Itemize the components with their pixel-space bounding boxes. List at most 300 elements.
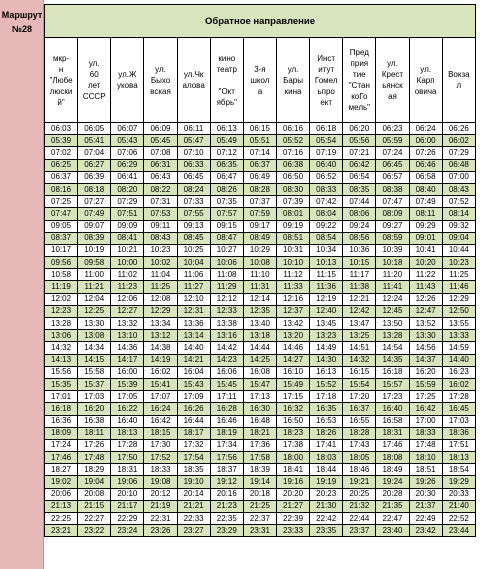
departure-time: 17:23 (376, 391, 409, 403)
trip-row (45, 171, 476, 183)
departure-time: 06:02 (442, 135, 475, 147)
departure-time: 18:08 (376, 452, 409, 464)
departure-time: 15:57 (376, 378, 409, 390)
departure-time: 14:15 (78, 354, 111, 366)
departure-time: 17:28 (442, 391, 475, 403)
departure-time: 20:16 (210, 488, 243, 500)
departure-time: 13:47 (343, 318, 376, 330)
departure-time: 10:06 (210, 257, 243, 269)
departure-time: 07:27 (78, 196, 111, 208)
departure-time: 14:36 (111, 342, 144, 354)
departure-time: 22:42 (310, 513, 343, 525)
departure-time: 16:53 (310, 415, 343, 427)
trip-row (45, 513, 476, 525)
departure-time: 07:37 (243, 196, 276, 208)
departure-time: 23:40 (376, 525, 409, 537)
departure-time: 22:27 (78, 513, 111, 525)
departure-time: 18:10 (409, 452, 442, 464)
departure-time: 13:10 (111, 330, 144, 342)
departure-time: 21:25 (243, 500, 276, 512)
departure-time: 14:40 (177, 342, 210, 354)
departure-time: 11:21 (78, 281, 111, 293)
departure-time: 14:19 (144, 354, 177, 366)
departure-time: 14:35 (376, 354, 409, 366)
trip-row (45, 415, 476, 427)
departure-time: 08:01 (276, 208, 309, 220)
departure-time: 18:51 (409, 464, 442, 476)
departure-time: 05:56 (343, 135, 376, 147)
departure-time: 12:21 (343, 293, 376, 305)
departure-time: 06:37 (45, 171, 78, 183)
stop-header: ул. Быхо вская (144, 38, 177, 123)
departure-time: 17:00 (409, 415, 442, 427)
departure-time: 07:35 (210, 196, 243, 208)
departure-time: 06:48 (442, 159, 475, 171)
departure-time: 21:40 (442, 500, 475, 512)
departure-time: 19:16 (276, 476, 309, 488)
departure-time: 13:23 (310, 330, 343, 342)
route-label: Маршрут №28 (1, 10, 43, 34)
departure-time: 07:55 (177, 208, 210, 220)
departure-time: 22:39 (276, 513, 309, 525)
departure-time: 07:06 (111, 147, 144, 159)
stop-header: ул. Крест ьянск ая (376, 38, 409, 123)
departure-time: 12:06 (111, 293, 144, 305)
departure-time: 16:37 (343, 403, 376, 415)
departure-time: 07:29 (111, 196, 144, 208)
departure-time: 14:21 (177, 354, 210, 366)
stop-header: мкр- н "Любе люски й" (45, 38, 78, 123)
departure-time: 20:28 (376, 488, 409, 500)
departure-time: 18:09 (45, 427, 78, 439)
departure-time: 08:59 (376, 232, 409, 244)
departure-time: 07:24 (376, 147, 409, 159)
departure-time: 16:18 (45, 403, 78, 415)
departure-time: 23:35 (310, 525, 343, 537)
departure-time: 18:36 (442, 427, 475, 439)
trip-row (45, 342, 476, 354)
departure-time: 12:29 (442, 293, 475, 305)
departure-time: 19:08 (144, 476, 177, 488)
departure-time: 18:28 (343, 427, 376, 439)
departure-time: 06:37 (243, 159, 276, 171)
trip-row (45, 452, 476, 464)
departure-time: 14:17 (111, 354, 144, 366)
departure-time: 16:00 (111, 366, 144, 378)
departure-time: 19:06 (111, 476, 144, 488)
departure-time: 07:49 (409, 196, 442, 208)
departure-time: 06:09 (144, 123, 177, 135)
departure-time: 07:08 (144, 147, 177, 159)
departure-time: 20:25 (343, 488, 376, 500)
departure-time: 17:46 (376, 439, 409, 451)
departure-time: 22:25 (45, 513, 78, 525)
departure-time: 07:47 (45, 208, 78, 220)
departure-time: 19:19 (310, 476, 343, 488)
trip-row (45, 318, 476, 330)
stop-header: Вокза л (442, 38, 475, 123)
departure-time: 10:23 (144, 244, 177, 256)
departure-time: 15:43 (177, 378, 210, 390)
trip-row (45, 244, 476, 256)
departure-time: 17:43 (343, 439, 376, 451)
departure-time: 06:33 (177, 159, 210, 171)
trip-row (45, 464, 476, 476)
departure-time: 08:56 (343, 232, 376, 244)
departure-time: 16:20 (78, 403, 111, 415)
departure-time: 18:13 (111, 427, 144, 439)
departure-time: 19:04 (78, 476, 111, 488)
departure-time: 19:26 (409, 476, 442, 488)
departure-time: 13:40 (243, 318, 276, 330)
departure-time: 17:52 (144, 452, 177, 464)
departure-time: 17:58 (243, 452, 276, 464)
departure-time: 18:26 (310, 427, 343, 439)
trip-row (45, 123, 476, 135)
departure-time: 21:32 (343, 500, 376, 512)
departure-time: 07:33 (177, 196, 210, 208)
departure-time: 06:29 (111, 159, 144, 171)
departure-time: 13:42 (276, 318, 309, 330)
departure-time: 08:33 (310, 183, 343, 195)
trip-row (45, 476, 476, 488)
departure-time: 12:40 (310, 305, 343, 317)
departure-time: 11:25 (144, 281, 177, 293)
departure-time: 05:43 (111, 135, 144, 147)
departure-time: 23:31 (243, 525, 276, 537)
departure-time: 12:19 (310, 293, 343, 305)
departure-time: 09:09 (111, 220, 144, 232)
departure-time: 07:16 (276, 147, 309, 159)
departure-time: 06:47 (210, 171, 243, 183)
departure-time: 07:00 (442, 171, 475, 183)
departure-time: 06:41 (111, 171, 144, 183)
departure-time: 23:37 (343, 525, 376, 537)
departure-time: 16:50 (276, 415, 309, 427)
departure-time: 12:02 (45, 293, 78, 305)
departure-time: 07:52 (442, 196, 475, 208)
departure-time: 11:23 (111, 281, 144, 293)
departure-time: 20:33 (442, 488, 475, 500)
departure-time: 16:23 (442, 366, 475, 378)
departure-time: 23:42 (409, 525, 442, 537)
departure-time: 09:32 (442, 220, 475, 232)
departure-time: 17:03 (442, 415, 475, 427)
departure-time: 15:58 (78, 366, 111, 378)
departure-time: 21:17 (111, 500, 144, 512)
departure-time: 18:49 (376, 464, 409, 476)
departure-time: 17:54 (177, 452, 210, 464)
departure-time: 18:37 (210, 464, 243, 476)
trip-row (45, 500, 476, 512)
trip-row (45, 232, 476, 244)
departure-time: 12:26 (409, 293, 442, 305)
departure-time: 16:35 (310, 403, 343, 415)
departure-time: 20:18 (243, 488, 276, 500)
departure-time: 17:18 (310, 391, 343, 403)
departure-time: 08:20 (111, 183, 144, 195)
direction-title: Обратное направление (45, 5, 476, 38)
departure-time: 17:48 (409, 439, 442, 451)
departure-time: 05:52 (276, 135, 309, 147)
departure-time: 06:45 (177, 171, 210, 183)
departure-time: 07:39 (276, 196, 309, 208)
departure-time: 06:20 (343, 123, 376, 135)
departure-time: 08:54 (310, 232, 343, 244)
departure-time: 18:29 (78, 464, 111, 476)
departure-time: 18:33 (409, 427, 442, 439)
departure-time: 09:24 (343, 220, 376, 232)
departure-time: 16:20 (409, 366, 442, 378)
departure-time: 18:41 (276, 464, 309, 476)
departure-time: 23:26 (144, 525, 177, 537)
trip-row (45, 354, 476, 366)
departure-time: 16:26 (177, 403, 210, 415)
departure-time: 17:36 (243, 439, 276, 451)
departure-time: 08:40 (409, 183, 442, 195)
departure-time: 09:04 (442, 232, 475, 244)
departure-time: 06:26 (442, 123, 475, 135)
departure-time: 16:18 (376, 366, 409, 378)
departure-time: 07:26 (409, 147, 442, 159)
departure-time: 08:18 (78, 183, 111, 195)
departure-time: 10:13 (310, 257, 343, 269)
departure-time: 08:14 (442, 208, 475, 220)
departure-time: 21:23 (210, 500, 243, 512)
departure-time: 16:58 (376, 415, 409, 427)
departure-time: 13:28 (45, 318, 78, 330)
departure-time: 18:17 (177, 427, 210, 439)
departure-time: 21:21 (177, 500, 210, 512)
trip-row (45, 378, 476, 390)
departure-time: 08:11 (409, 208, 442, 220)
departure-time: 22:49 (409, 513, 442, 525)
departure-time: 13:36 (177, 318, 210, 330)
departure-time: 21:15 (78, 500, 111, 512)
trip-row (45, 427, 476, 439)
departure-time: 11:27 (177, 281, 210, 293)
departure-time: 19:12 (210, 476, 243, 488)
departure-time: 20:30 (409, 488, 442, 500)
departure-time: 08:04 (310, 208, 343, 220)
departure-time: 17:38 (276, 439, 309, 451)
departure-time: 12:31 (177, 305, 210, 317)
trip-row (45, 147, 476, 159)
trip-row (45, 208, 476, 220)
departure-time: 17:41 (310, 439, 343, 451)
departure-time: 08:39 (78, 232, 111, 244)
departure-time: 05:47 (177, 135, 210, 147)
departure-time: 22:52 (442, 513, 475, 525)
departure-time: 06:27 (78, 159, 111, 171)
stop-header: ул. 60 лет СССР (78, 38, 111, 123)
departure-time: 14:44 (243, 342, 276, 354)
departure-time: 21:13 (45, 500, 78, 512)
departure-time: 10:34 (310, 244, 343, 256)
departure-time: 22:35 (210, 513, 243, 525)
departure-time: 06:16 (276, 123, 309, 135)
departure-time: 16:02 (442, 378, 475, 390)
departure-time: 07:49 (78, 208, 111, 220)
departure-time: 06:58 (409, 171, 442, 183)
departure-time: 21:27 (276, 500, 309, 512)
departure-time: 12:04 (78, 293, 111, 305)
stop-header: ул.Чк алова (177, 38, 210, 123)
departure-time: 11:38 (343, 281, 376, 293)
departure-time: 11:22 (409, 269, 442, 281)
departure-time: 06:43 (144, 171, 177, 183)
departure-time: 14:51 (343, 342, 376, 354)
departure-time: 07:21 (343, 147, 376, 159)
departure-time: 08:22 (144, 183, 177, 195)
departure-time: 16:32 (276, 403, 309, 415)
departure-time: 09:17 (243, 220, 276, 232)
departure-time: 18:27 (45, 464, 78, 476)
departure-time: 19:24 (376, 476, 409, 488)
departure-time: 13:16 (210, 330, 243, 342)
departure-time: 06:46 (409, 159, 442, 171)
departure-time: 22:29 (111, 513, 144, 525)
departure-time: 12:14 (243, 293, 276, 305)
departure-time: 15:59 (409, 378, 442, 390)
departure-time: 08:16 (45, 183, 78, 195)
departure-time: 10:08 (243, 257, 276, 269)
departure-time: 09:13 (177, 220, 210, 232)
departure-time: 11:17 (343, 269, 376, 281)
departure-time: 14:38 (144, 342, 177, 354)
departure-time: 09:56 (45, 257, 78, 269)
departure-time: 19:29 (442, 476, 475, 488)
departure-time: 17:15 (276, 391, 309, 403)
departure-time: 06:52 (310, 171, 343, 183)
departure-time: 06:25 (45, 159, 78, 171)
departure-time: 08:26 (210, 183, 243, 195)
departure-time: 09:01 (409, 232, 442, 244)
departure-time: 08:38 (376, 183, 409, 195)
departure-time: 17:34 (210, 439, 243, 451)
departure-time: 05:54 (310, 135, 343, 147)
departure-time: 06:18 (310, 123, 343, 135)
departure-time: 06:39 (78, 171, 111, 183)
departure-time: 15:54 (343, 378, 376, 390)
departure-time: 18:21 (243, 427, 276, 439)
departure-time: 17:03 (78, 391, 111, 403)
departure-time: 12:23 (45, 305, 78, 317)
departure-time: 14:13 (45, 354, 78, 366)
departure-time: 21:37 (409, 500, 442, 512)
departure-time: 06:00 (409, 135, 442, 147)
departure-time: 23:44 (442, 525, 475, 537)
departure-time: 10:58 (45, 269, 78, 281)
departure-time: 12:08 (144, 293, 177, 305)
departure-time: 14:30 (310, 354, 343, 366)
trip-row (45, 488, 476, 500)
departure-time: 14:49 (310, 342, 343, 354)
departure-time: 12:47 (409, 305, 442, 317)
departure-time: 10:10 (276, 257, 309, 269)
departure-time: 09:11 (144, 220, 177, 232)
departure-time: 12:50 (442, 305, 475, 317)
departure-time: 08:47 (210, 232, 243, 244)
departure-time: 06:42 (343, 159, 376, 171)
departure-time: 11:00 (78, 269, 111, 281)
departure-time: 16:04 (177, 366, 210, 378)
stop-header: 3-я школ а (243, 38, 276, 123)
departure-time: 17:30 (144, 439, 177, 451)
departure-time: 15:45 (210, 378, 243, 390)
departure-time: 17:01 (45, 391, 78, 403)
departure-time: 10:02 (144, 257, 177, 269)
departure-time: 16:24 (144, 403, 177, 415)
departure-time: 14:27 (276, 354, 309, 366)
departure-time: 13:08 (78, 330, 111, 342)
departure-time: 12:16 (276, 293, 309, 305)
departure-time: 08:09 (376, 208, 409, 220)
departure-time: 18:31 (111, 464, 144, 476)
departure-time: 20:14 (177, 488, 210, 500)
departure-time: 11:33 (276, 281, 309, 293)
departure-time: 14:54 (376, 342, 409, 354)
departure-time: 11:25 (442, 269, 475, 281)
departure-time: 22:33 (177, 513, 210, 525)
departure-time: 11:41 (376, 281, 409, 293)
stop-header: ул. Карп овича (409, 38, 442, 123)
departure-time: 10:31 (276, 244, 309, 256)
departure-time: 06:31 (144, 159, 177, 171)
departure-time: 06:11 (177, 123, 210, 135)
departure-time: 18:13 (442, 452, 475, 464)
departure-time: 16:02 (144, 366, 177, 378)
departure-time: 17:46 (45, 452, 78, 464)
departure-time: 17:51 (442, 439, 475, 451)
departure-time: 14:56 (409, 342, 442, 354)
departure-time: 10:41 (409, 244, 442, 256)
departure-time: 11:15 (310, 269, 343, 281)
departure-time: 11:31 (243, 281, 276, 293)
departure-time: 13:38 (210, 318, 243, 330)
stop-header: Пред прия тие "Стан коГо мель" (343, 38, 376, 123)
departure-time: 17:09 (177, 391, 210, 403)
departure-time: 13:28 (376, 330, 409, 342)
direction-row (45, 5, 476, 38)
departure-time: 16:06 (210, 366, 243, 378)
trip-row (45, 525, 476, 537)
departure-time: 11:43 (409, 281, 442, 293)
departure-time: 16:36 (45, 415, 78, 427)
departure-time: 16:38 (78, 415, 111, 427)
departure-time: 06:45 (376, 159, 409, 171)
departure-time: 08:30 (276, 183, 309, 195)
departure-time: 13:30 (409, 330, 442, 342)
departure-time: 18:31 (376, 427, 409, 439)
departure-time: 11:29 (210, 281, 243, 293)
departure-time: 13:12 (144, 330, 177, 342)
departure-time: 17:13 (243, 391, 276, 403)
trip-row (45, 403, 476, 415)
departure-time: 07:44 (343, 196, 376, 208)
departure-time: 17:05 (111, 391, 144, 403)
departure-time: 08:41 (111, 232, 144, 244)
departure-time: 12:45 (376, 305, 409, 317)
departure-time: 17:24 (45, 439, 78, 451)
departure-time: 18:44 (310, 464, 343, 476)
departure-time: 18:23 (276, 427, 309, 439)
departure-time: 16:42 (409, 403, 442, 415)
departure-time: 20:12 (144, 488, 177, 500)
departure-time: 23:29 (210, 525, 243, 537)
departure-time: 07:10 (177, 147, 210, 159)
departure-time: 10:44 (442, 244, 475, 256)
